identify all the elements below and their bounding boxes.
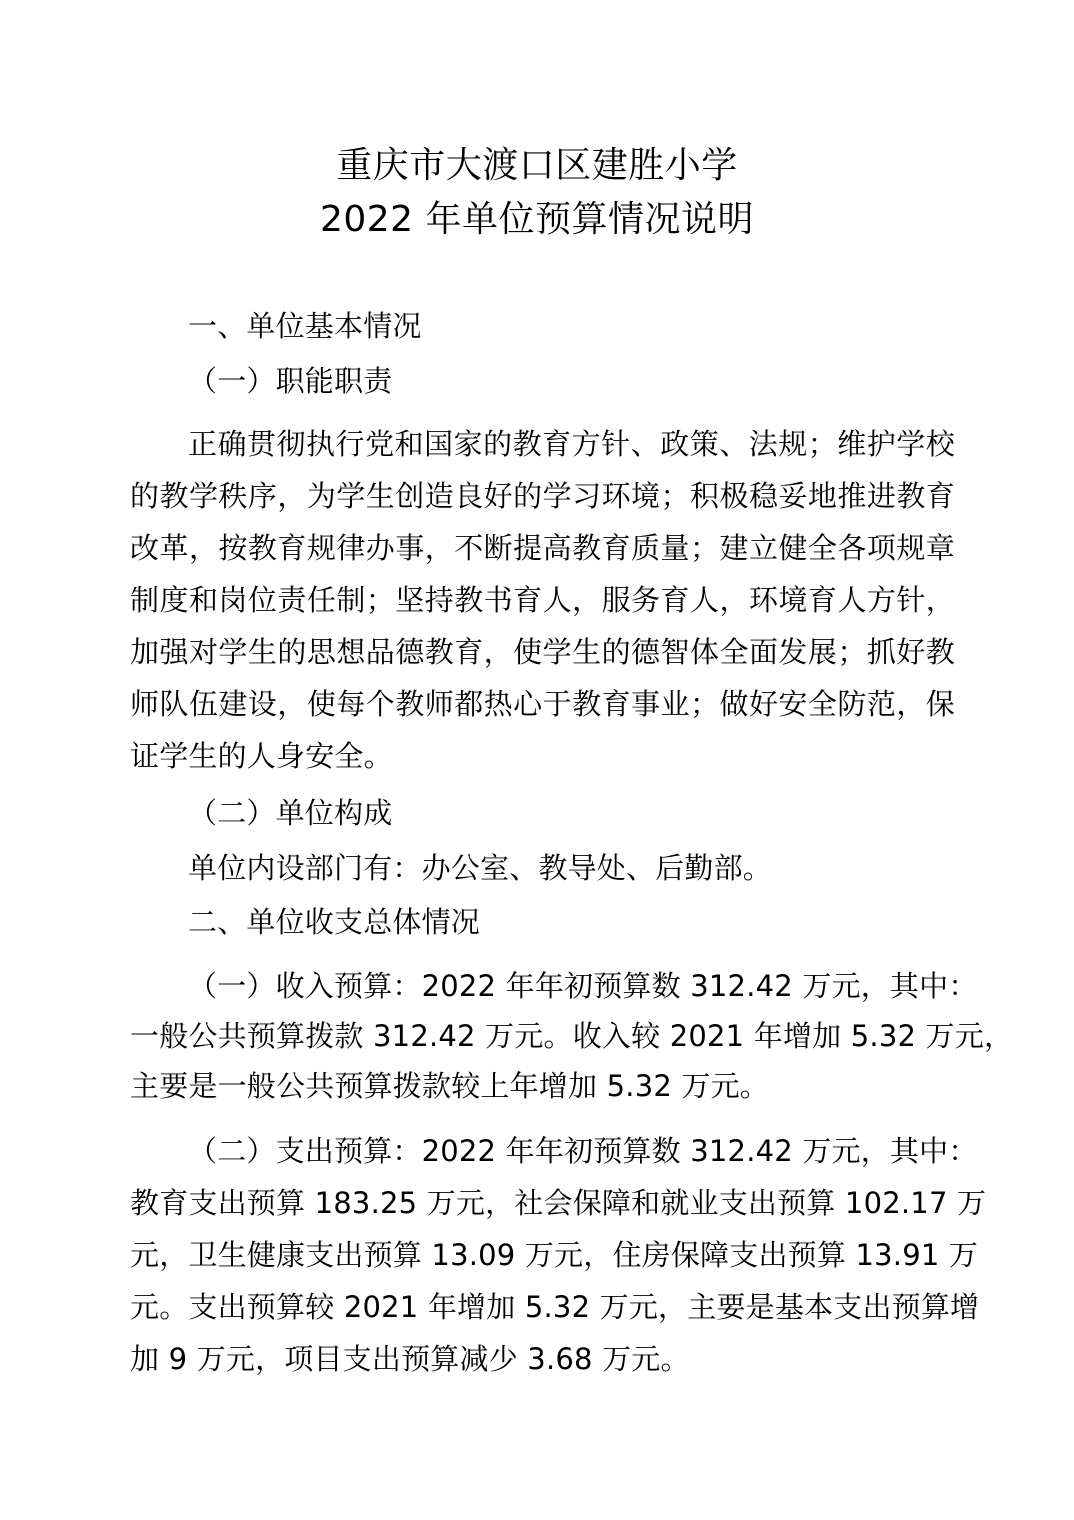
- paragraph-line: 主要是一般公共预算拨款较上年增加 5.32 万元。: [130, 1069, 770, 1103]
- paragraph-line: 单位内设部门有：办公室、教导处、后勤部。: [188, 851, 773, 885]
- paragraph-line: 加强对学生的思想品德教育，使学生的德智体全面发展；抓好教: [130, 635, 955, 669]
- paragraph-line: （二）支出预算：2022 年年初预算数 312.42 万元，其中：: [188, 1134, 978, 1168]
- paragraph-line: 师队伍建设，使每个教师都热心于教育事业；做好安全防范，保: [130, 687, 955, 721]
- paragraph-line: 的教学秩序，为学生创造良好的学习环境；积极稳妥地推进教育: [130, 479, 955, 513]
- paragraph-line: 制度和岗位责任制；坚持教书育人，服务育人，环境育人方针，: [130, 583, 955, 617]
- paragraph-line: （一）收入预算：2022 年年初预算数 312.42 万元，其中：: [188, 969, 978, 1003]
- subsection-heading-duties: （一）职能职责: [188, 364, 393, 398]
- paragraph-line: 正确贯彻执行党和国家的教育方针、政策、法规；维护学校: [188, 427, 955, 461]
- document-title-line-2: 2022 年单位预算情况说明: [319, 199, 755, 240]
- paragraph-line: 证学生的人身安全。: [130, 739, 393, 773]
- paragraph-line: 元，卫生健康支出预算 13.09 万元，住房保障支出预算 13.91 万: [130, 1238, 979, 1272]
- document-title-line-1: 重庆市大渡口区建胜小学: [336, 145, 738, 186]
- section-heading-2: 二、单位收支总体情况: [188, 905, 481, 939]
- section-heading-1: 一、单位基本情况: [188, 309, 422, 343]
- paragraph-line: 加 9 万元，项目支出预算减少 3.68 万元。: [130, 1342, 690, 1376]
- subsection-heading-structure: （二）单位构成: [188, 796, 393, 830]
- paragraph-line: 教育支出预算 183.25 万元，社会保障和就业支出预算 102.17 万: [130, 1186, 987, 1220]
- paragraph-line: 一般公共预算拨款 312.42 万元。收入较 2021 年增加 5.32 万元，: [130, 1019, 1014, 1053]
- paragraph-line: 元。支出预算较 2021 年增加 5.32 万元，主要是基本支出预算增: [130, 1290, 980, 1324]
- paragraph-line: 改革，按教育规律办事，不断提高教育质量；建立健全各项规章: [130, 531, 955, 565]
